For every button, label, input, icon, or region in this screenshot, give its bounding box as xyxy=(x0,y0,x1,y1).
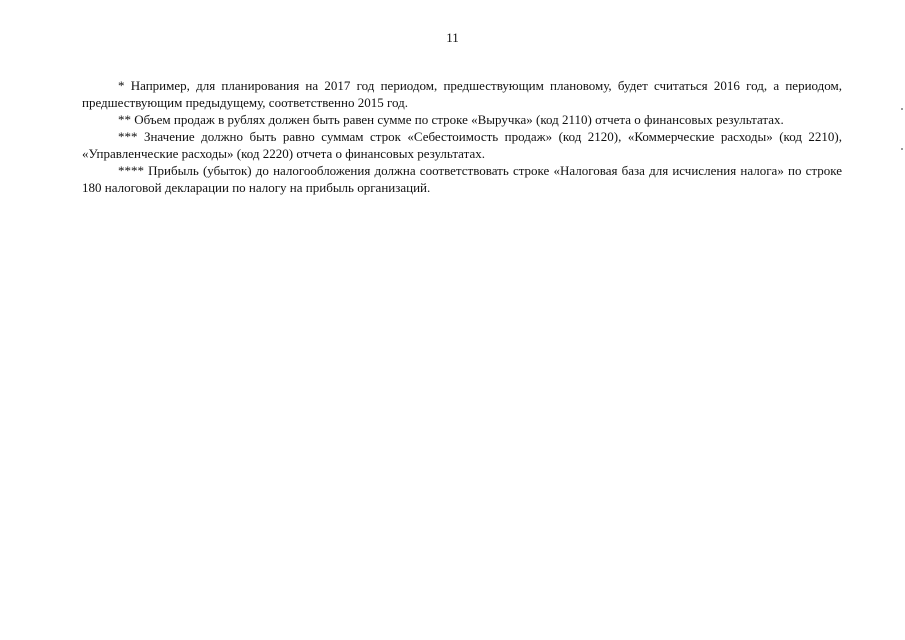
scan-edge-mark xyxy=(901,148,903,150)
footnote-2: ** Объем продаж в рублях должен быть равен сумме по строке «Выручка» (код 2110) отчета о финансовых результатах. xyxy=(118,112,784,127)
footnote-3: *** Значение должно быть равно суммам строк «Себестоимость продаж» (код 2120), «Коммерческие расходы» (код 2210), «Управленческие расходы» (код 2220) отчета о финансовых результатах. xyxy=(82,129,842,161)
footnotes-section xyxy=(82,77,842,196)
scan-edge-mark xyxy=(901,108,903,110)
footnote-1: * Например, для планирования на 2017 год периодом, предшествующим плановому, будет считаться 2016 год, а периодом, предшествующим предыдущему, соответственно 2015 год. xyxy=(82,78,842,110)
page-number: 11 xyxy=(446,30,459,45)
footnote-4: **** Прибыль (убыток) до налогообложения должна соответствовать строке «Налоговая база для исчисления налога» по строке 180 налоговой декларации по налогу на прибыль организаций. xyxy=(82,163,842,195)
